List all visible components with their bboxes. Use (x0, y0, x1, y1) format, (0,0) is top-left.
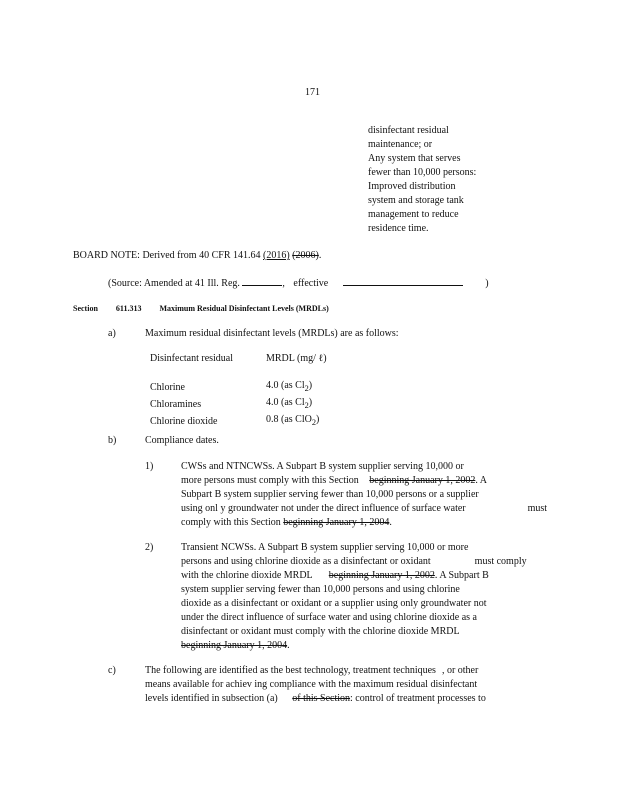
item-2-line (181, 569, 527, 583)
right-column-line: Improved distribution (368, 181, 456, 192)
item-1-line: CWSs and NTNCWSs. A Subpart B system supplier serving 10,000 or (181, 461, 464, 472)
disinfectant-name: Chloramines (150, 398, 202, 410)
item-2-line: disinfectant or oxidant must comply with the chlorine dioxide MRDL (181, 626, 460, 637)
text: must (527, 503, 548, 514)
subsection-a-intro: Maximum residual disinfectant levels (MRDLs) are as follows: (145, 328, 399, 339)
right-column-line: residence time. (368, 223, 429, 234)
source-text: (Source: Amended at 41 Ill. Reg. (108, 278, 240, 289)
text: must comply (474, 556, 527, 567)
deleted-text: of this Section (292, 693, 351, 704)
item-1-line (181, 516, 547, 530)
item-2-line: dioxide as a disinfectant or oxidant or a supplier using only groundwater not (181, 598, 487, 609)
item-2-text (181, 541, 527, 653)
item-2-line (181, 639, 527, 653)
subsection-a-marker: a) (108, 328, 116, 339)
subscript: 2 (304, 384, 309, 393)
subsection-b-title: Compliance dates. (145, 435, 219, 446)
mrdl-value: 0.8 (as ClO (266, 414, 312, 425)
subsection-c-line (145, 664, 486, 678)
deleted-text: beginning January 1, 2004 (181, 640, 288, 651)
table-header-row (150, 352, 327, 366)
board-note-end: . (318, 250, 322, 261)
item-1-line (181, 474, 547, 488)
section-title: Maximum Residual Disinfectant Levels (MRDLs) (159, 304, 329, 313)
disinfectant-name: Chlorine (150, 381, 185, 393)
board-note (73, 249, 321, 263)
text: persons and using chlorine dioxide as a disinfectant or oxidant (181, 556, 431, 567)
text: more persons must comply with this Section (181, 475, 359, 486)
item-2-line: under the direct influence of surface water and using chlorine dioxide as a (181, 612, 477, 623)
disinfectant-name: Chlorine dioxide (150, 415, 218, 427)
paren: ) (308, 397, 313, 408)
right-column-line: Any system that serves (368, 153, 461, 164)
board-note-old-year: (2006) (292, 250, 319, 261)
deleted-text: beginning January 1, 2002 (369, 475, 476, 486)
volume-blank (242, 275, 282, 286)
page-number: 171 (305, 87, 320, 98)
header-mrdl: MRDL (mg/ ℓ) (266, 353, 327, 364)
mrdl-value: 4.0 (as Cl (266, 397, 305, 408)
text: levels identified in subsection (a) (145, 693, 278, 704)
paren: ) (316, 414, 320, 425)
text: , or other (441, 665, 479, 676)
source-effective: effective (293, 278, 329, 289)
item-1-text (181, 460, 547, 530)
text: . A (475, 475, 488, 486)
right-column-line: management to reduce (368, 209, 459, 220)
item-1-line: Subpart B system supplier serving fewer than 10,000 persons or a supplier (181, 489, 479, 500)
text: . (389, 517, 392, 528)
paren: ) (308, 380, 313, 391)
text: comply with this Section (181, 517, 281, 528)
mrdl-table (150, 352, 327, 430)
table-row (150, 379, 327, 396)
text: The following are identified as the best technology, treatment techniques (145, 665, 436, 676)
source-comma: , (282, 278, 285, 289)
item-2-line: system supplier serving fewer than 10,000 persons and using chlorine (181, 584, 460, 595)
source-note (108, 275, 489, 291)
item-1-marker: 1) (145, 461, 154, 472)
table-row (150, 396, 327, 413)
subsection-c-text (145, 664, 486, 706)
right-column-line: fewer than 10,000 persons: (368, 167, 477, 178)
section-heading (73, 302, 329, 316)
deleted-text: beginning January 1, 2004 (283, 517, 390, 528)
right-column (368, 124, 476, 236)
deleted-text: beginning January 1, 2002 (328, 570, 435, 581)
right-column-line: system and storage tank (368, 195, 464, 206)
subsection-b-marker: b) (108, 435, 117, 446)
header-disinfectant: Disinfectant residual (150, 353, 234, 364)
source-close: ) (485, 278, 489, 289)
item-2-line: Transient NCWSs. A Subpart B system supplier serving 10,000 or more (181, 542, 469, 553)
table-row (150, 413, 327, 430)
text: : control of treatment processes to (350, 693, 486, 704)
effective-date-blank (343, 275, 463, 286)
subscript: 2 (311, 418, 317, 427)
board-note-text: BOARD NOTE: Derived from 40 CFR 141.64 (73, 250, 261, 261)
text: with the chlorine dioxide MRDL (181, 570, 313, 581)
subsection-c-marker: c) (108, 665, 116, 676)
right-column-line: disinfectant residual (368, 125, 449, 136)
subscript: 2 (304, 401, 309, 410)
item-2-marker: 2) (145, 542, 154, 553)
text: . A Subpart B (434, 570, 489, 581)
right-column-line: maintenance; or (368, 139, 433, 150)
mrdl-value: 4.0 (as Cl (266, 380, 305, 391)
text: . (287, 640, 290, 651)
text: using onl y groundwater not under the direct influence of surface water (181, 503, 466, 514)
item-2-line (181, 555, 527, 569)
item-1-line (181, 502, 547, 516)
section-label: Section (73, 304, 98, 313)
board-note-new-year: (2016) (263, 250, 290, 261)
subsection-c-line: means available for achiev ing compliance with the maximum residual disinfectant (145, 679, 478, 690)
subsection-c-line (145, 692, 486, 706)
section-number: 611.313 (115, 304, 142, 313)
